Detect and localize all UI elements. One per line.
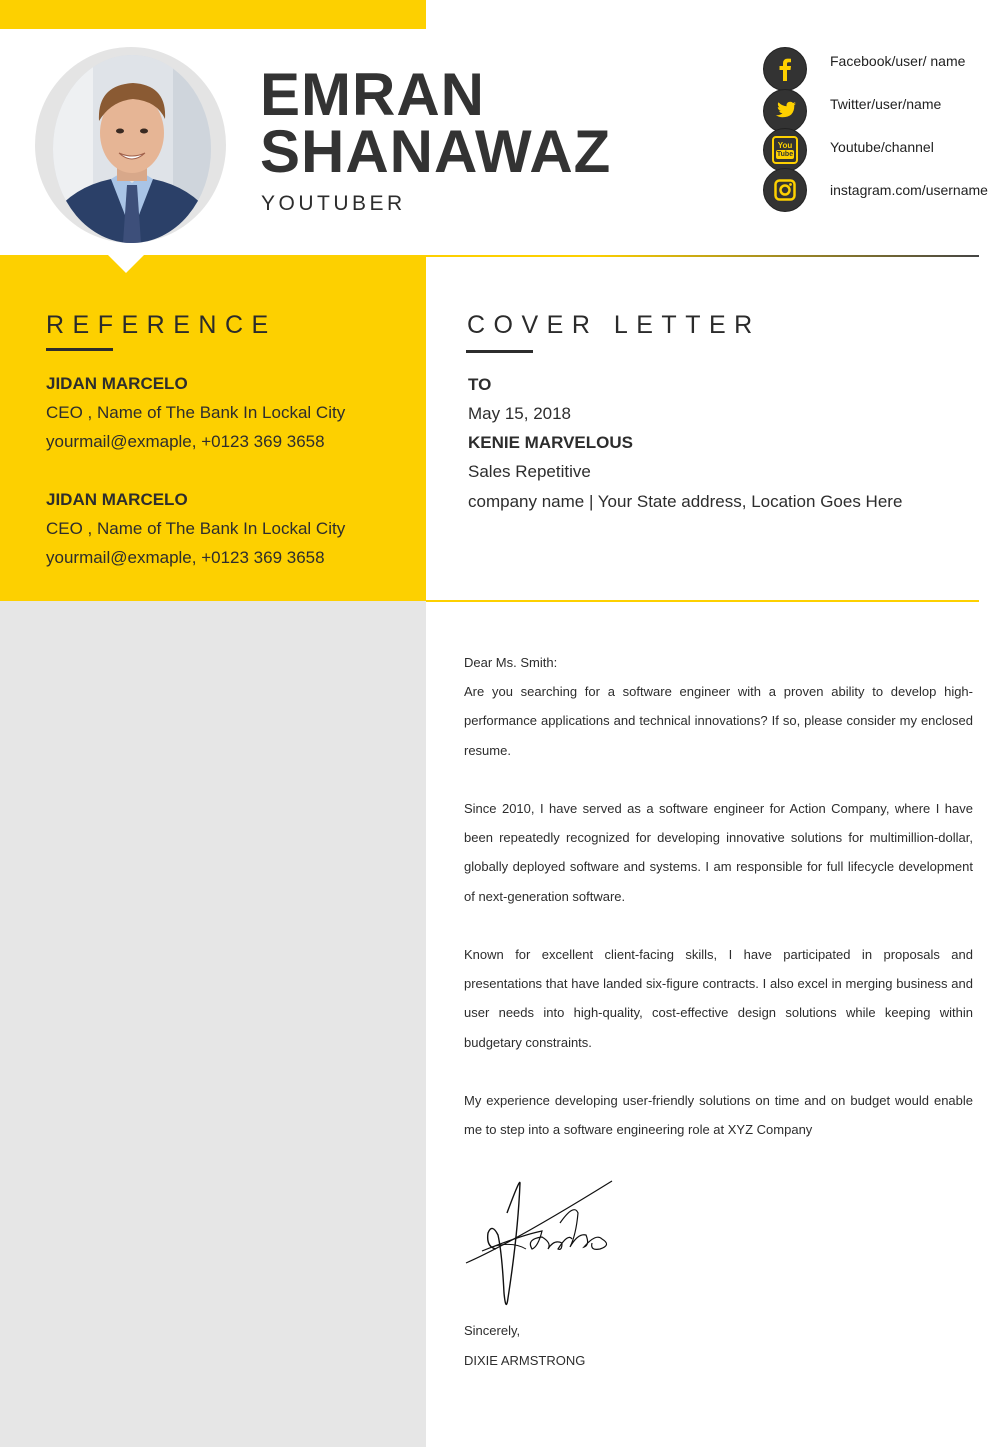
top-accent-bar: [0, 0, 426, 29]
instagram-icon[interactable]: [763, 168, 807, 212]
youtube-glyph-top: You: [777, 141, 793, 150]
instagram-glyph: [774, 179, 796, 201]
reference-2-name: JIDAN MARCELO: [46, 490, 188, 509]
letter-body: [464, 648, 973, 1174]
facebook-icon[interactable]: [763, 47, 807, 91]
facebook-glyph: [774, 57, 796, 81]
recipient-address: company name | Your State address, Location Goes Here: [468, 492, 903, 511]
signer-name: DIXIE ARMSTRONG: [464, 1353, 586, 1368]
youtube-link[interactable]: Youtube/channel: [830, 139, 934, 155]
letter-paragraph-3: Known for excellent client-facing skills, I have participated in proposals and presentations that have landed six-figure contracts. I also excel in merging business and user needs into high-quality, cost-effective design solutions while keeping within budgetary constraints.: [464, 947, 973, 1050]
twitter-glyph: [773, 101, 797, 121]
last-name: SHANAWAZ: [260, 118, 612, 185]
cover-letter-divider: [426, 600, 979, 602]
cover-letter-underline: [466, 350, 533, 353]
reference-1-name: JIDAN MARCELO: [46, 374, 188, 393]
letter-closing: Sincerely,: [464, 1323, 521, 1338]
cover-letter-title: COVER LETTER: [467, 311, 761, 339]
reference-pointer: [107, 254, 145, 273]
first-name: EMRAN: [260, 61, 485, 128]
letter-paragraph-2: Since 2010, I have served as a software engineer for Action Company, where I have been repeatedly recognized for developing innovative solutions for multimillion-dollar, globally deployed software and systems. I am responsible for full lifecycle development of next-generation software.: [464, 801, 973, 904]
profile-photo: [53, 55, 211, 243]
letter-paragraph-4: My experience developing user-friendly solutions on time and on budget would enable me to step into a software engineering role at XYZ Company: [464, 1093, 973, 1138]
reference-2-contact: yourmail@exmaple, +0123 369 3658: [46, 548, 325, 567]
facebook-link[interactable]: Facebook/user/ name: [830, 53, 966, 69]
twitter-link[interactable]: Twitter/user/name: [830, 96, 942, 112]
profile-photo-illustration: [53, 55, 211, 243]
twitter-icon[interactable]: [763, 89, 807, 133]
instagram-link[interactable]: instagram.com/username: [830, 182, 988, 198]
recipient-role: Sales Repetitive: [468, 462, 591, 481]
sidebar-background: [0, 601, 426, 1447]
letter-paragraph-1: Are you searching for a software engineer with a proven ability to develop high-performance applications and technical innovations? If so, please consider my enclosed resume.: [464, 684, 973, 758]
reference-2-position: CEO , Name of The Bank In Lockal City: [46, 519, 346, 538]
to-label: TO: [468, 375, 492, 394]
reference-title: REFERENCE: [46, 311, 277, 339]
job-title: YOUTUBER: [261, 192, 406, 215]
letter-salutation: Dear Ms. Smith:: [464, 655, 558, 670]
reference-1-contact: yourmail@exmaple, +0123 369 3658: [46, 432, 325, 451]
youtube-glyph-bottom: Tube: [776, 151, 794, 158]
reference-1-position: CEO , Name of The Bank In Lockal City: [46, 403, 346, 422]
signature: [462, 1173, 622, 1318]
header-divider: [426, 255, 979, 257]
recipient-name: KENIE MARVELOUS: [468, 433, 633, 452]
letter-date: May 15, 2018: [468, 404, 572, 423]
youtube-glyph: [772, 136, 798, 164]
reference-underline: [46, 348, 113, 351]
youtube-icon[interactable]: [763, 128, 807, 172]
